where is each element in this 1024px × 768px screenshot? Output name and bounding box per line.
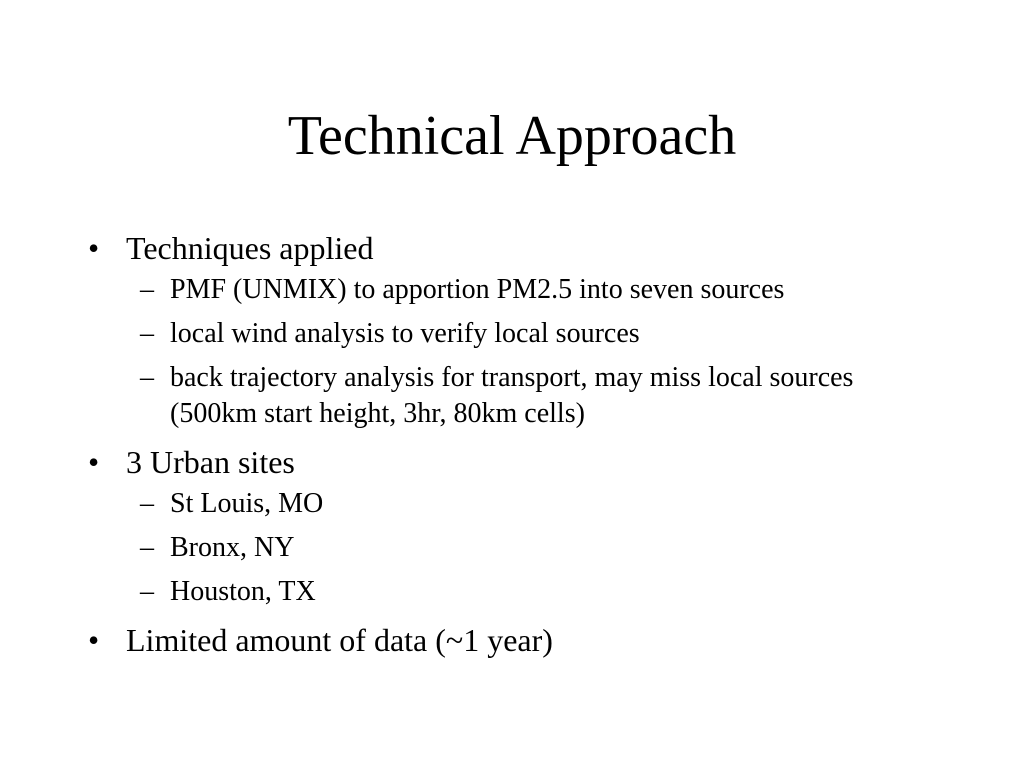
sub-bullet-marker: – [140,488,154,519]
bullet-list [86,226,946,668]
sub-bullet-item [136,530,900,566]
bullet-text: Techniques applied [126,230,374,266]
sub-bullet-text: Bronx, NY [170,532,295,563]
sub-bullet-marker: – [140,274,154,305]
bullet-text: Limited amount of data (~1 year) [126,622,553,658]
bullet-text: 3 Urban sites [126,444,295,480]
sub-bullet-text: Houston, TX [170,576,316,607]
bullet-techniques [86,226,946,432]
sub-bullet-item [136,486,900,522]
sub-bullet-text: local wind analysis to verify local sources [170,318,640,349]
sub-bullet-text: St Louis, MO [170,488,324,519]
bullet-marker: • [88,230,100,266]
slide-title: Technical Approach [287,105,737,167]
bullet-item [86,618,946,662]
sub-bullet-item [136,316,900,352]
sub-bullet-marker: – [140,576,154,607]
bullet-urban-sites [86,440,946,610]
bullet-item [86,440,946,484]
sub-bullet-item [136,360,900,432]
bullet-marker: • [88,622,100,658]
bullet-item [86,226,946,270]
sub-bullet-text: PMF (UNMIX) to apportion PM2.5 into seven sources [170,274,785,305]
sub-bullet-marker: – [140,532,154,563]
sub-bullet-text: back trajectory analysis for transport, may miss local sources (500km start height, 3hr, 80km cells) [170,362,854,429]
bullet-limited-data [86,618,946,662]
sub-bullet-marker: – [140,362,154,393]
bullet-marker: • [88,444,100,480]
sub-bullet-marker: – [140,318,154,349]
sub-bullet-item [136,272,900,308]
sub-bullet-item [136,574,900,610]
